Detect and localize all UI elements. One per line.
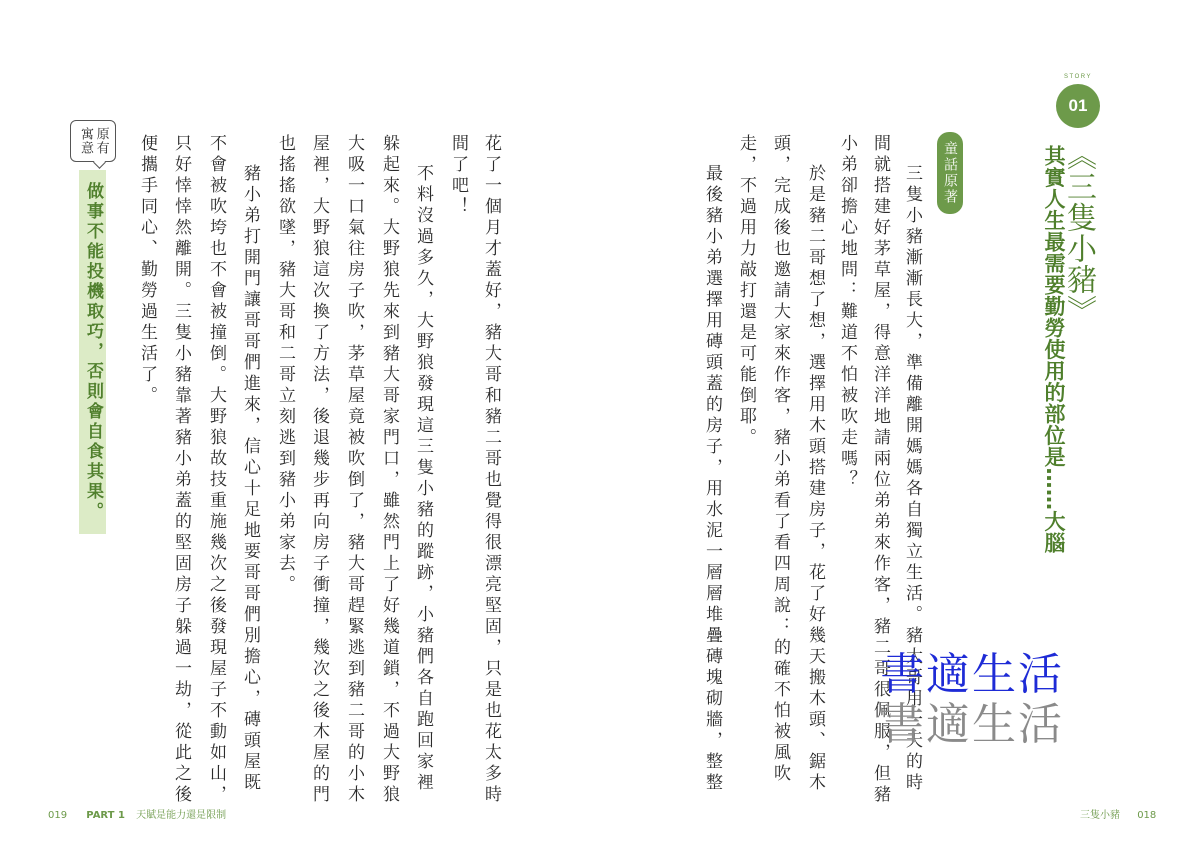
- chapter-subtitle: 其實人生最需要勤勞使用的部位是……大腦: [1042, 145, 1066, 554]
- original-story-tag: 童話原著: [937, 132, 963, 214]
- paragraph-line: 間就搭建好茅草屋，得意洋洋地請兩位弟弟來作客，豬二哥很佩服，但豬: [870, 134, 890, 806]
- paragraph-line: 走，不過用力敲打還是可能倒耶。: [736, 134, 756, 449]
- story-number: 01: [1068, 96, 1088, 115]
- footer-right: [1080, 806, 1156, 821]
- chapter-title: 《三隻小豬》: [1061, 140, 1096, 326]
- paragraph-line: 於是豬二哥想了想，選擇用木頭搭建房子，花了好幾天搬木頭、鋸木: [805, 164, 825, 794]
- part-label: PART 1: [86, 810, 125, 821]
- paragraph-line: 間了吧！: [448, 134, 468, 218]
- moral-tag-box: [70, 120, 116, 162]
- paragraph-line: 最後豬小弟選擇用磚頭蓋的房子，用水泥一層層堆疊磚塊砌牆，整整: [702, 164, 722, 794]
- left-page-number: 019: [48, 810, 68, 821]
- part-title: 天賦是能力還是限制: [136, 810, 227, 821]
- section-name: 三隻小豬: [1080, 810, 1120, 821]
- footer-left: [48, 806, 226, 821]
- paragraph-line: 不會被吹垮也不會被撞倒。大野狼故技重施幾次之後發現屋子不動如山，: [206, 134, 226, 806]
- paragraph-line: 不料沒過多久，大野狼發現這三隻小豬的蹤跡，小豬們各自跑回家裡: [413, 164, 433, 794]
- story-label: STORY: [1064, 74, 1092, 80]
- moral-text: 做事不能投機取巧，否則會自食其果。: [79, 170, 106, 534]
- paragraph-line: 三隻小豬漸漸長大，準備離開媽媽各自獨立生活。豬大哥用一天的時: [902, 164, 922, 794]
- paragraph-line: 豬小弟打開門讓哥哥們進來，信心十足地要哥哥們別擔心，磚頭屋既: [240, 164, 260, 794]
- paragraph-line: 只好悻悻然離開。三隻小豬靠著豬小弟蓋的堅固房子躲過一劫，從此之後: [171, 134, 191, 806]
- paragraph-line: 頭，完成後也邀請大家來作客，豬小弟看了看四周說：的確不怕被風吹: [770, 134, 790, 785]
- watermark-gray: 書適生活: [880, 699, 1064, 750]
- story-number-badge: [1056, 84, 1100, 128]
- paragraph-line: 大吸一口氣往房子吹，茅草屋竟被吹倒了，豬大哥趕緊逃到豬二哥的小木: [344, 134, 364, 806]
- paragraph-line: 小弟卻擔心地問：難道不怕被吹走嗎？: [837, 134, 857, 491]
- paragraph-line: 屋裡，大野狼這次換了方法，後退幾步再向房子衝撞，幾次之後木屋的門: [309, 134, 329, 806]
- paragraph-line: 也搖搖欲墜，豬大哥和二哥立刻逃到豬小弟家去。: [275, 134, 295, 596]
- moral-tag-line1: 原有: [93, 127, 109, 155]
- paragraph-line: 躲起來。大野狼先來到豬大哥家門口，雖然門上了好幾道鎖，不過大野狼: [379, 134, 399, 806]
- right-page-number: 018: [1137, 810, 1157, 821]
- paragraph-line: 便攜手同心、勤勞過生活了。: [137, 134, 157, 407]
- paragraph-line: 花了一個月才蓋好，豬大哥和豬二哥也覺得很漂亮堅固，只是也花太多時: [481, 134, 501, 806]
- moral-tag-line2: 寓意: [78, 127, 93, 155]
- watermark-blue: 書適生活: [880, 649, 1064, 700]
